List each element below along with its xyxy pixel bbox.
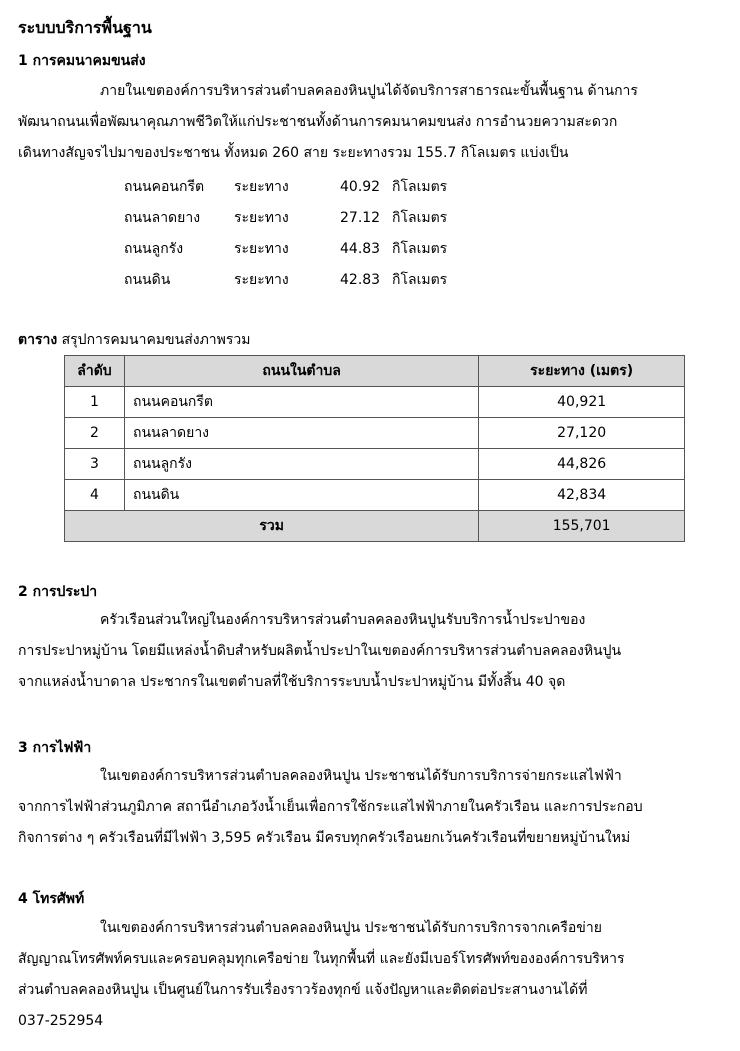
section-2-heading: 2 การประปา bbox=[18, 584, 98, 600]
road-unit: กิโลเมตร bbox=[392, 210, 448, 226]
road-name: ถนนลาดยาง bbox=[124, 210, 201, 226]
row-number: 1 bbox=[65, 387, 125, 418]
road-label: ระยะทาง bbox=[234, 241, 289, 257]
road-distance-list bbox=[124, 172, 524, 296]
column-header: ลำดับ bbox=[65, 356, 125, 387]
paragraph-line: พัฒนาถนนเพื่อพัฒนาคุณภาพชีวิตให้แก่ประชาชนทั้งด้านการคมนาคมขนส่ง การอำนวยความสะดวก bbox=[18, 114, 618, 130]
row-distance: 40,921 bbox=[479, 387, 685, 418]
table-row bbox=[65, 418, 685, 449]
section-3-paragraph bbox=[18, 761, 686, 854]
road-value: 27.12 bbox=[340, 210, 381, 226]
total-value: 155,701 bbox=[479, 511, 685, 542]
section-3-heading: 3 การไฟฟ้า bbox=[18, 740, 92, 756]
road-label: ระยะทาง bbox=[234, 210, 289, 226]
row-distance: 42,834 bbox=[479, 480, 685, 511]
table-row bbox=[65, 387, 685, 418]
road-value: 44.83 bbox=[340, 241, 381, 257]
section-2-paragraph bbox=[18, 605, 686, 698]
table-total-row bbox=[65, 511, 685, 542]
total-label: รวม bbox=[65, 511, 479, 542]
row-road-name: ถนนดิน bbox=[124, 480, 478, 511]
row-distance: 44,826 bbox=[479, 449, 685, 480]
paragraph-line: ครัวเรือนส่วนใหญ่ในองค์การบริหารส่วนตำบลคลองหินปูนรับบริการน้ำประปาของ bbox=[100, 612, 586, 628]
paragraph-line: กิจการต่าง ๆ ครัวเรือนที่มีไฟฟ้า 3,595 ครัวเรือน มีครบทุกครัวเรือนยกเว้นครัวเรือนที่ขยายหมู่บ้านใหม่ bbox=[18, 830, 631, 846]
table-row bbox=[65, 480, 685, 511]
transport-summary-table bbox=[64, 355, 685, 542]
road-item bbox=[124, 203, 524, 234]
road-name: ถนนคอนกรีต bbox=[124, 179, 205, 195]
paragraph-line: ภายในเขตองค์การบริหารส่วนตำบลคลองหินปูนได้จัดบริการสาธารณะขั้นพื้นฐาน ด้านการ bbox=[100, 83, 638, 99]
row-number: 4 bbox=[65, 480, 125, 511]
paragraph-line: จากการไฟฟ้าส่วนภูมิภาค สถานีอำเภอวังน้ำเย็นเพื่อการใช้กระแสไฟฟ้าภายในครัวเรือน และการประกอบ bbox=[18, 799, 643, 815]
column-header: ถนนในตำบล bbox=[124, 356, 478, 387]
row-distance: 27,120 bbox=[479, 418, 685, 449]
column-header: ระยะทาง (เมตร) bbox=[479, 356, 685, 387]
section-1-paragraph bbox=[18, 76, 686, 169]
row-road-name: ถนนลูกรัง bbox=[124, 449, 478, 480]
row-number: 2 bbox=[65, 418, 125, 449]
table-row bbox=[65, 449, 685, 480]
road-name: ถนนดิน bbox=[124, 272, 171, 288]
page-title: ระบบบริการพื้นฐาน bbox=[18, 18, 152, 37]
road-item bbox=[124, 234, 524, 265]
row-road-name: ถนนคอนกรีต bbox=[124, 387, 478, 418]
paragraph-line: ในเขตองค์การบริหารส่วนตำบลคลองหินปูน ประชาชนได้รับการบริการจ่ายกระแสไฟฟ้า bbox=[100, 768, 622, 784]
road-value: 40.92 bbox=[340, 179, 381, 195]
road-label: ระยะทาง bbox=[234, 179, 289, 195]
table-caption-text: สรุปการคมนาคมขนส่งภาพรวม bbox=[57, 332, 251, 348]
road-value: 42.83 bbox=[340, 272, 381, 288]
paragraph-line: การประปาหมู่บ้าน โดยมีแหล่งน้ำดิบสำหรับผลิตน้ำประปาในเขตองค์การบริหารส่วนตำบลคลองหินปูน bbox=[18, 643, 622, 659]
road-name: ถนนลูกรัง bbox=[124, 241, 184, 257]
section-4-paragraph bbox=[18, 913, 686, 1037]
section-4-heading: 4 โทรศัพท์ bbox=[18, 891, 85, 907]
table-caption-label: ตาราง bbox=[18, 332, 58, 348]
road-unit: กิโลเมตร bbox=[392, 179, 448, 195]
paragraph-line: ในเขตองค์การบริหารส่วนตำบลคลองหินปูน ประชาชนได้รับการบริการจากเครือข่าย bbox=[100, 920, 602, 936]
section-1-heading: 1 การคมนาคมขนส่ง bbox=[18, 53, 146, 69]
road-item bbox=[124, 172, 524, 203]
paragraph-line: ส่วนตำบลคลองหินปูน เป็นศูนย์ในการรับเรื่องราวร้องทุกข์ แจ้งปัญหาและติดต่อประสานงานได้ที่ bbox=[18, 982, 588, 998]
road-item bbox=[124, 265, 524, 296]
road-unit: กิโลเมตร bbox=[392, 272, 448, 288]
table-caption bbox=[18, 329, 251, 351]
paragraph-line: เดินทางสัญจรไปมาของประชาชน ทั้งหมด 260 สาย ระยะทางรวม 155.7 กิโลเมตร แบ่งเป็น bbox=[18, 145, 569, 161]
paragraph-line: สัญญาณโทรศัพท์ครบและครอบคลุมทุกเครือข่าย ในทุกพื้นที่ และยังมีเบอร์โทรศัพท์ขององค์การบริหาร bbox=[18, 951, 625, 967]
road-label: ระยะทาง bbox=[234, 272, 289, 288]
table-header-row bbox=[65, 356, 685, 387]
phone-number: 037-252954 bbox=[18, 1013, 104, 1029]
row-road-name: ถนนลาดยาง bbox=[124, 418, 478, 449]
paragraph-line: จากแหล่งน้ำบาดาล ประชากรในเขตตำบลที่ใช้บริการระบบน้ำประปาหมู่บ้าน มีทั้งสิ้น 40 จุด bbox=[18, 674, 566, 690]
road-unit: กิโลเมตร bbox=[392, 241, 448, 257]
row-number: 3 bbox=[65, 449, 125, 480]
